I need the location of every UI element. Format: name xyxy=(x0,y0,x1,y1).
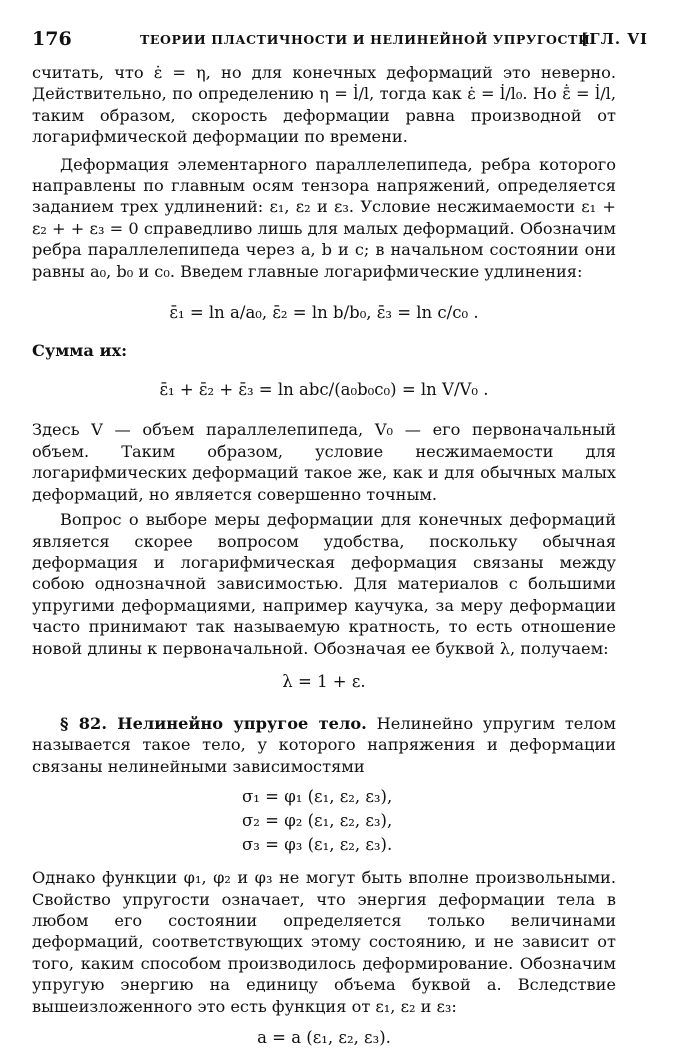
paragraph-parallelepiped: Деформация элементарного параллелепипеда, ребра которого направлены по главным осям тензора напряжений, определяется заданием трех удлинений: ε₁, ε₂ и ε₃. Условие несжимаемости ε₁ + ε₂ + + ε₃ = 0 справедливо лишь для малых деформаций. Обозначим ребра параллелепипеда через a, b и c; в начальном состоянии они равны a₀, b₀ и c₀. Введем главные логарифмические удлинения: xyxy=(32,154,616,281)
equation-lambda: λ = 1 + ε. xyxy=(282,671,366,691)
chapter-marker: [ГЛ. VI xyxy=(581,30,648,48)
section-heading: § 82. Нелинейно упругое тело. xyxy=(60,713,367,733)
equation-log-strains: ε̄₁ = ln a/a₀, ε̄₂ = ln b/b₀, ε̄₃ = ln c/c₀ . xyxy=(169,303,479,323)
page-number: 176 xyxy=(32,28,72,50)
page-body xyxy=(32,62,616,1053)
equation-sigma-2: σ₂ = φ₂ (ε₁, ε₂, ε₃), xyxy=(242,811,393,831)
equation-energy: a = a (ε₁, ε₂, ε₃). xyxy=(257,1028,391,1047)
running-title: ТЕОРИИ ПЛАСТИЧНОСТИ И НЕЛИНЕЙНОЙ УПРУГОСТИ xyxy=(140,32,591,47)
page-header xyxy=(32,28,648,52)
section-intro-text: Нелинейно упругим телом называется такое тело, у которого напряжения и деформации связаны нелинейными зависимостями xyxy=(32,713,616,776)
equation-system-sigma xyxy=(32,785,616,857)
equation-sigma-3: σ₃ = φ₃ (ε₁, ε₂, ε₃). xyxy=(242,835,393,855)
paragraph-volume: Здесь V — объем параллелепипеда, V₀ — его первоначальный объем. Таким образом, условие несжимаемости для логарифмических деформаций такое же, как и для обычных малых деформаций, но является совершенно точным. xyxy=(32,420,616,504)
equation-sigma-1: σ₁ = φ₁ (ε₁, ε₂, ε₃), xyxy=(242,787,393,807)
sum-label: Сумма их: xyxy=(32,341,128,361)
equation-log-sum: ε̄₁ + ε̄₂ + ε̄₃ = ln abc/(a₀b₀c₀) = ln V/V₀ . xyxy=(159,380,489,400)
paragraph-section-82 xyxy=(32,713,616,777)
paragraph-strain-rate: считать, что ε̇ = η, но для конечных деформаций это неверно. Действительно, по определению η = l̇/l, тогда как ε̇ = l̇/l₀. Но ε̄̇ = l̇/l, таким образом, скорость деформации равна производной от логарифмической деформации по времени. xyxy=(32,63,616,147)
paragraph-elastic-energy: Однако функции φ₁, φ₂ и φ₃ не могут быть вполне произвольными. Свойство упругости означает, что энергия деформации тела в любом его состоянии определяется только величинами деформаций, соответствующих этому состоянию, и не зависит от того, каким способом производилось деформирование. Обозначим упругую энергию на единицу объема буквой a. Вследствие вышеизложенного это есть функция от ε₁, ε₂ и ε₃: xyxy=(32,868,616,1016)
paragraph-strain-measure: Вопрос о выборе меры деформации для конечных деформаций является скорее вопросом удобства, поскольку обычная деформация и логарифмическая деформация связаны между собою однозначной зависимостью. Для материалов с большими упругими деформациями, например каучука, за меру деформации часто принимают так называемую кратность, то есть отношение новой длины к первоначальной. Обозначая ее буквой λ, получаем: xyxy=(32,510,616,658)
